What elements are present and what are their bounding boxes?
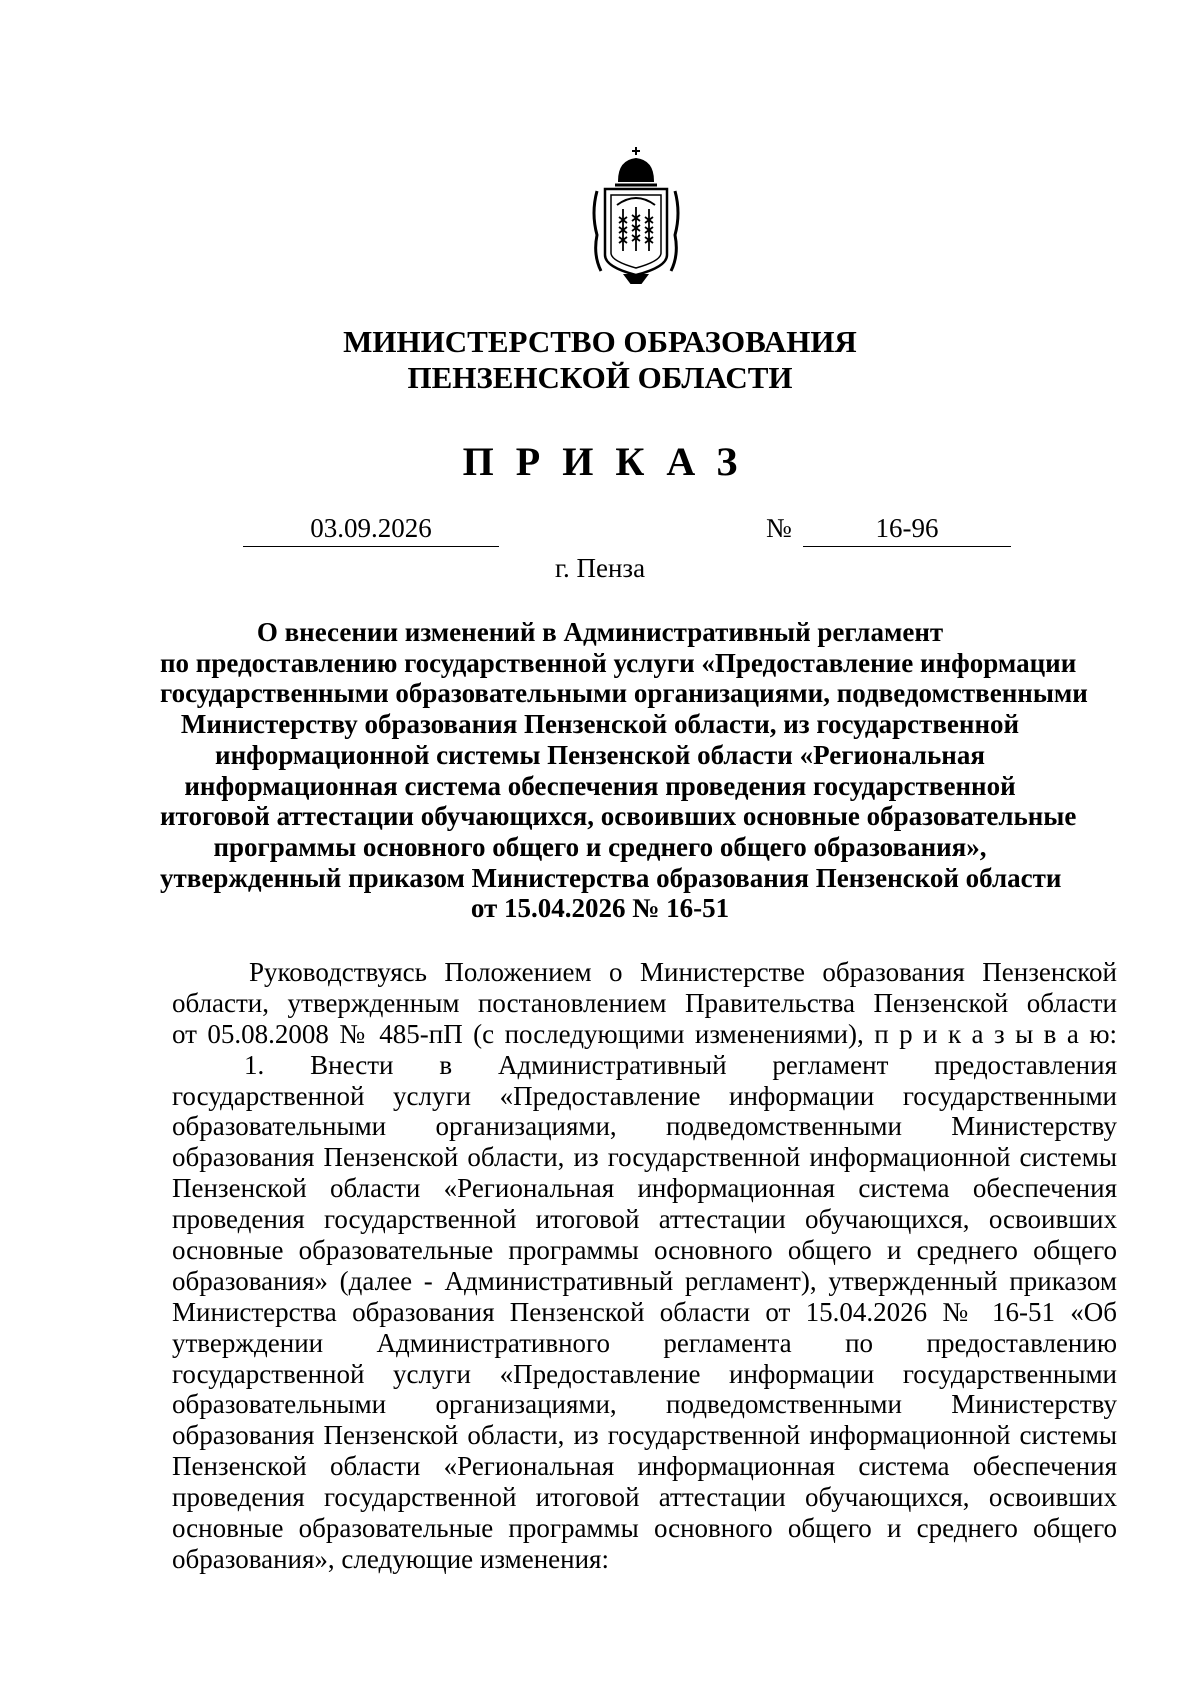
order-number: 16-96 bbox=[803, 510, 1011, 547]
body-line: Министерства образования Пензенской области от 15.04.2026 № 16-51 «Об bbox=[172, 1296, 1117, 1327]
body-line: основные образовательные программы основного общего и среднего общего bbox=[172, 1513, 1117, 1544]
body-line: Руководствуясь Положением о Министерстве образования Пензенской bbox=[249, 957, 1117, 987]
subject-line: Министерству образования Пензенской области, из государственной bbox=[180, 709, 1020, 740]
city-label: г. Пенза bbox=[554, 553, 646, 583]
subject-line: государственными образовательными организациями, подведомственными bbox=[160, 678, 1088, 709]
subject-line: от 15.04.2026 № 16-51 bbox=[470, 893, 730, 924]
body-line: образовательными организациями, подведомственными Министерству bbox=[172, 1111, 1117, 1142]
body-line: государственной услуги «Предоставление информации государственными bbox=[172, 1080, 1117, 1111]
order-subject-heading bbox=[160, 617, 1088, 924]
body-line: области, утвержденным постановлением Правительства Пензенской области bbox=[172, 987, 1117, 1018]
body-line: Пензенской области «Региональная информационная система обеспечения bbox=[172, 1451, 1117, 1482]
subject-line: программы основного общего и среднего общего образования», bbox=[213, 831, 987, 862]
subject-line: по предоставлению государственной услуги «Предоставление информации bbox=[160, 647, 1077, 678]
subject-line: итоговой аттестации обучающихся, освоивших основные образовательные bbox=[160, 801, 1077, 832]
body-line: проведения государственной итоговой аттестации обучающихся, освоивших bbox=[172, 1482, 1117, 1513]
subject-line: О внесении изменений в Административный регламент bbox=[256, 617, 944, 647]
number-sign: № bbox=[766, 513, 792, 543]
body-line: государственной услуги «Предоставление информации государственными bbox=[172, 1358, 1117, 1389]
document-type-title: ПРИКАЗ bbox=[462, 439, 760, 484]
body-line: утверждении Административного регламента по предоставлению bbox=[172, 1327, 1117, 1358]
coat-of-arms-emblem bbox=[589, 143, 683, 285]
order-body-text bbox=[172, 957, 1117, 1575]
body-line: образования», следующие изменения: bbox=[172, 1543, 609, 1574]
subject-line: информационная система обеспечения проведения государственной bbox=[184, 770, 1016, 801]
body-line: образования» (далее - Административный регламент), утвержденный приказом bbox=[172, 1265, 1117, 1296]
ministry-name bbox=[0, 324, 1200, 396]
body-line: образования Пензенской области, из государственной информационной системы bbox=[172, 1420, 1117, 1451]
body-line: проведения государственной итоговой аттестации обучающихся, освоивших bbox=[172, 1204, 1117, 1235]
body-line: 1. Внести в Административный регламент предоставления bbox=[244, 1049, 1117, 1080]
body-line: от 05.08.2008 № 485-пП (с последующими изменениями), п р и к а з ы в а ю: bbox=[172, 1018, 1117, 1049]
body-line: Пензенской области «Региональная информационная система обеспечения bbox=[172, 1173, 1117, 1204]
subject-line: информационной системы Пензенской области «Региональная bbox=[215, 739, 985, 770]
body-line: образовательными организациями, подведомственными Министерству bbox=[172, 1389, 1117, 1420]
ministry-name-line2: ПЕНЗЕНСКОЙ ОБЛАСТИ bbox=[407, 360, 793, 395]
body-line: образования Пензенской области, из государственной информационной системы bbox=[172, 1142, 1117, 1173]
order-date: 03.09.2026 bbox=[243, 510, 499, 547]
subject-line: утвержденный приказом Министерства образования Пензенской области bbox=[160, 862, 1062, 893]
ministry-name-line1: МИНИСТЕРСТВО ОБРАЗОВАНИЯ bbox=[343, 324, 857, 359]
body-line: основные образовательные программы основного общего и среднего общего bbox=[172, 1235, 1117, 1266]
